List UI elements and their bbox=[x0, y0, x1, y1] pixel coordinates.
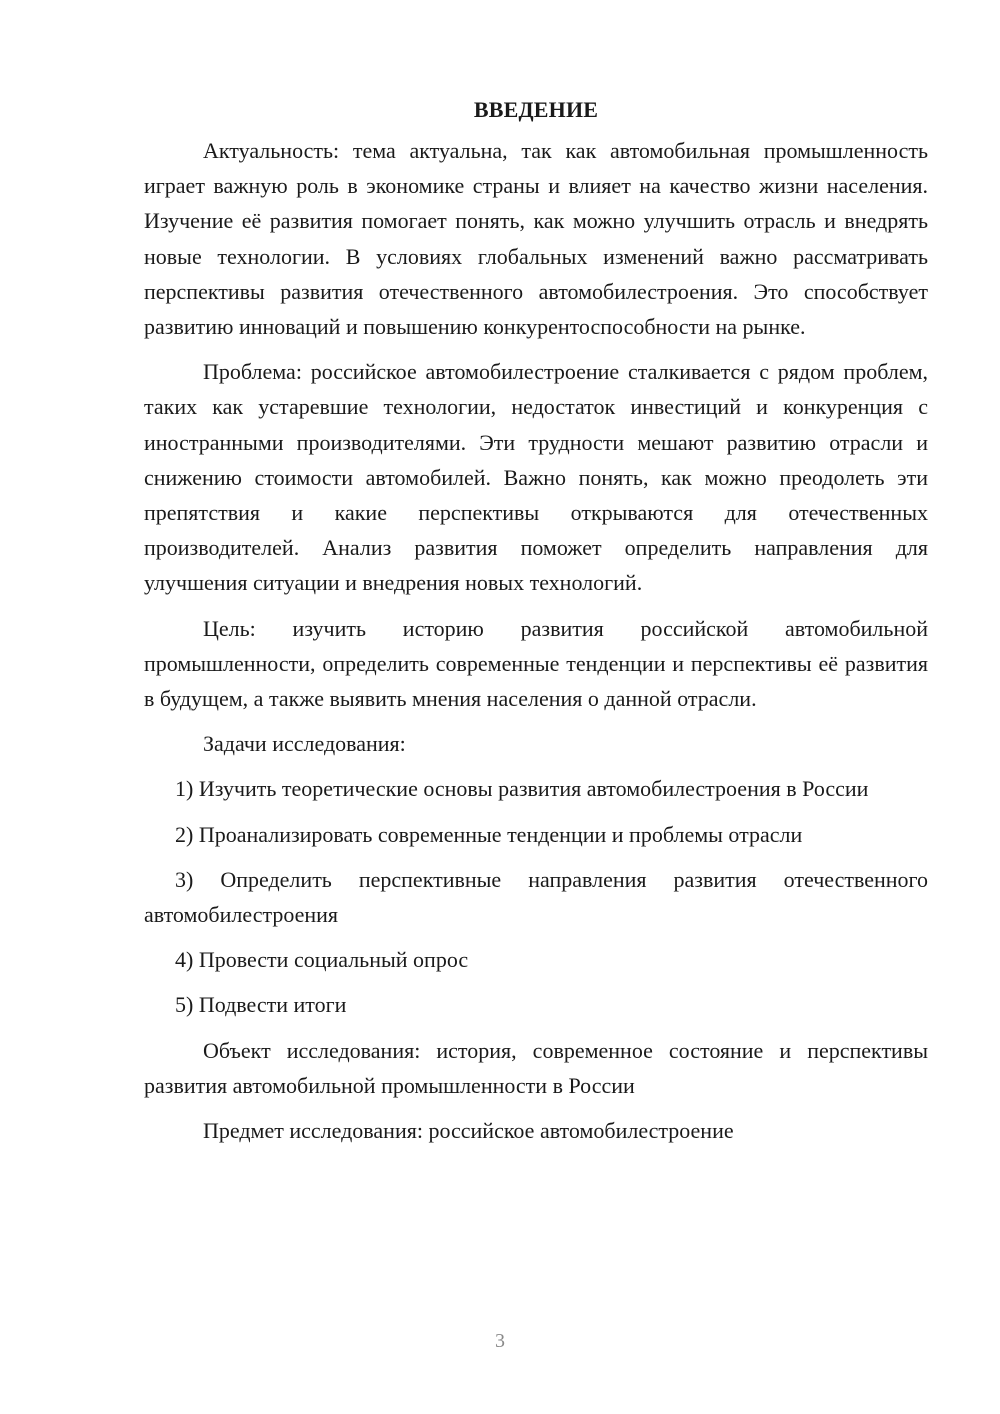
task-item-3: 3) Определить перспективные направления развития отечественного автомобилестроения bbox=[144, 866, 928, 928]
task-item-4: 4) Провести социальный опрос bbox=[175, 947, 469, 973]
paragraph-relevance: Актуальность: тема актуальна, так как автомобильная промышленность играет важную роль в экономике страны и влияет на качество жизни населения. Изучение её развития помогает понять, как можно улучшить отрасль и внедрять новые технологии. В условиях глобальных изменений важно рассматривать перспективы развития отечественного автомобилестроения. Это способствует развитию инноваций и повышению конкурентоспособности на рынке. bbox=[144, 138, 928, 340]
tasks-heading: Задачи исследования: bbox=[203, 731, 406, 757]
task-item-2: 2) Проанализировать современные тенденции и проблемы отрасли bbox=[175, 821, 803, 847]
task-item-1: 1) Изучить теоретические основы развития автомобилестроения в России bbox=[175, 776, 869, 802]
research-subject: Предмет исследования: российское автомобилестроение bbox=[203, 1118, 734, 1144]
paragraph-problem: Проблема: российское автомобилестроение сталкивается с рядом проблем, таких как устаревшие технологии, недостаток инвестиций и конкуренция с иностранными производителями. Эти трудности мешают развитию отрасли и снижению стоимости автомобилей. Важно понять, как можно преодолеть эти препятствия и какие перспективы открываются для отечественных производителей. Анализ развития поможет определить направления для улучшения ситуации и внедрения новых технологий. bbox=[144, 359, 928, 596]
paragraph-goal: Цель: изучить историю развития российской автомобильной промышленности, определить современные тенденции и перспективы её развития в будущем, а также выявить мнения населения о данной отрасли. bbox=[144, 615, 928, 712]
section-title: ВВЕДЕНИЕ bbox=[473, 97, 599, 122]
task-item-5: 5) Подвести итоги bbox=[175, 992, 347, 1018]
page-number: 3 bbox=[495, 1330, 505, 1352]
document-page bbox=[144, 92, 928, 1148]
research-object: Объект исследования: история, современное состояние и перспективы развития автомобильной промышленности в России bbox=[144, 1037, 928, 1098]
